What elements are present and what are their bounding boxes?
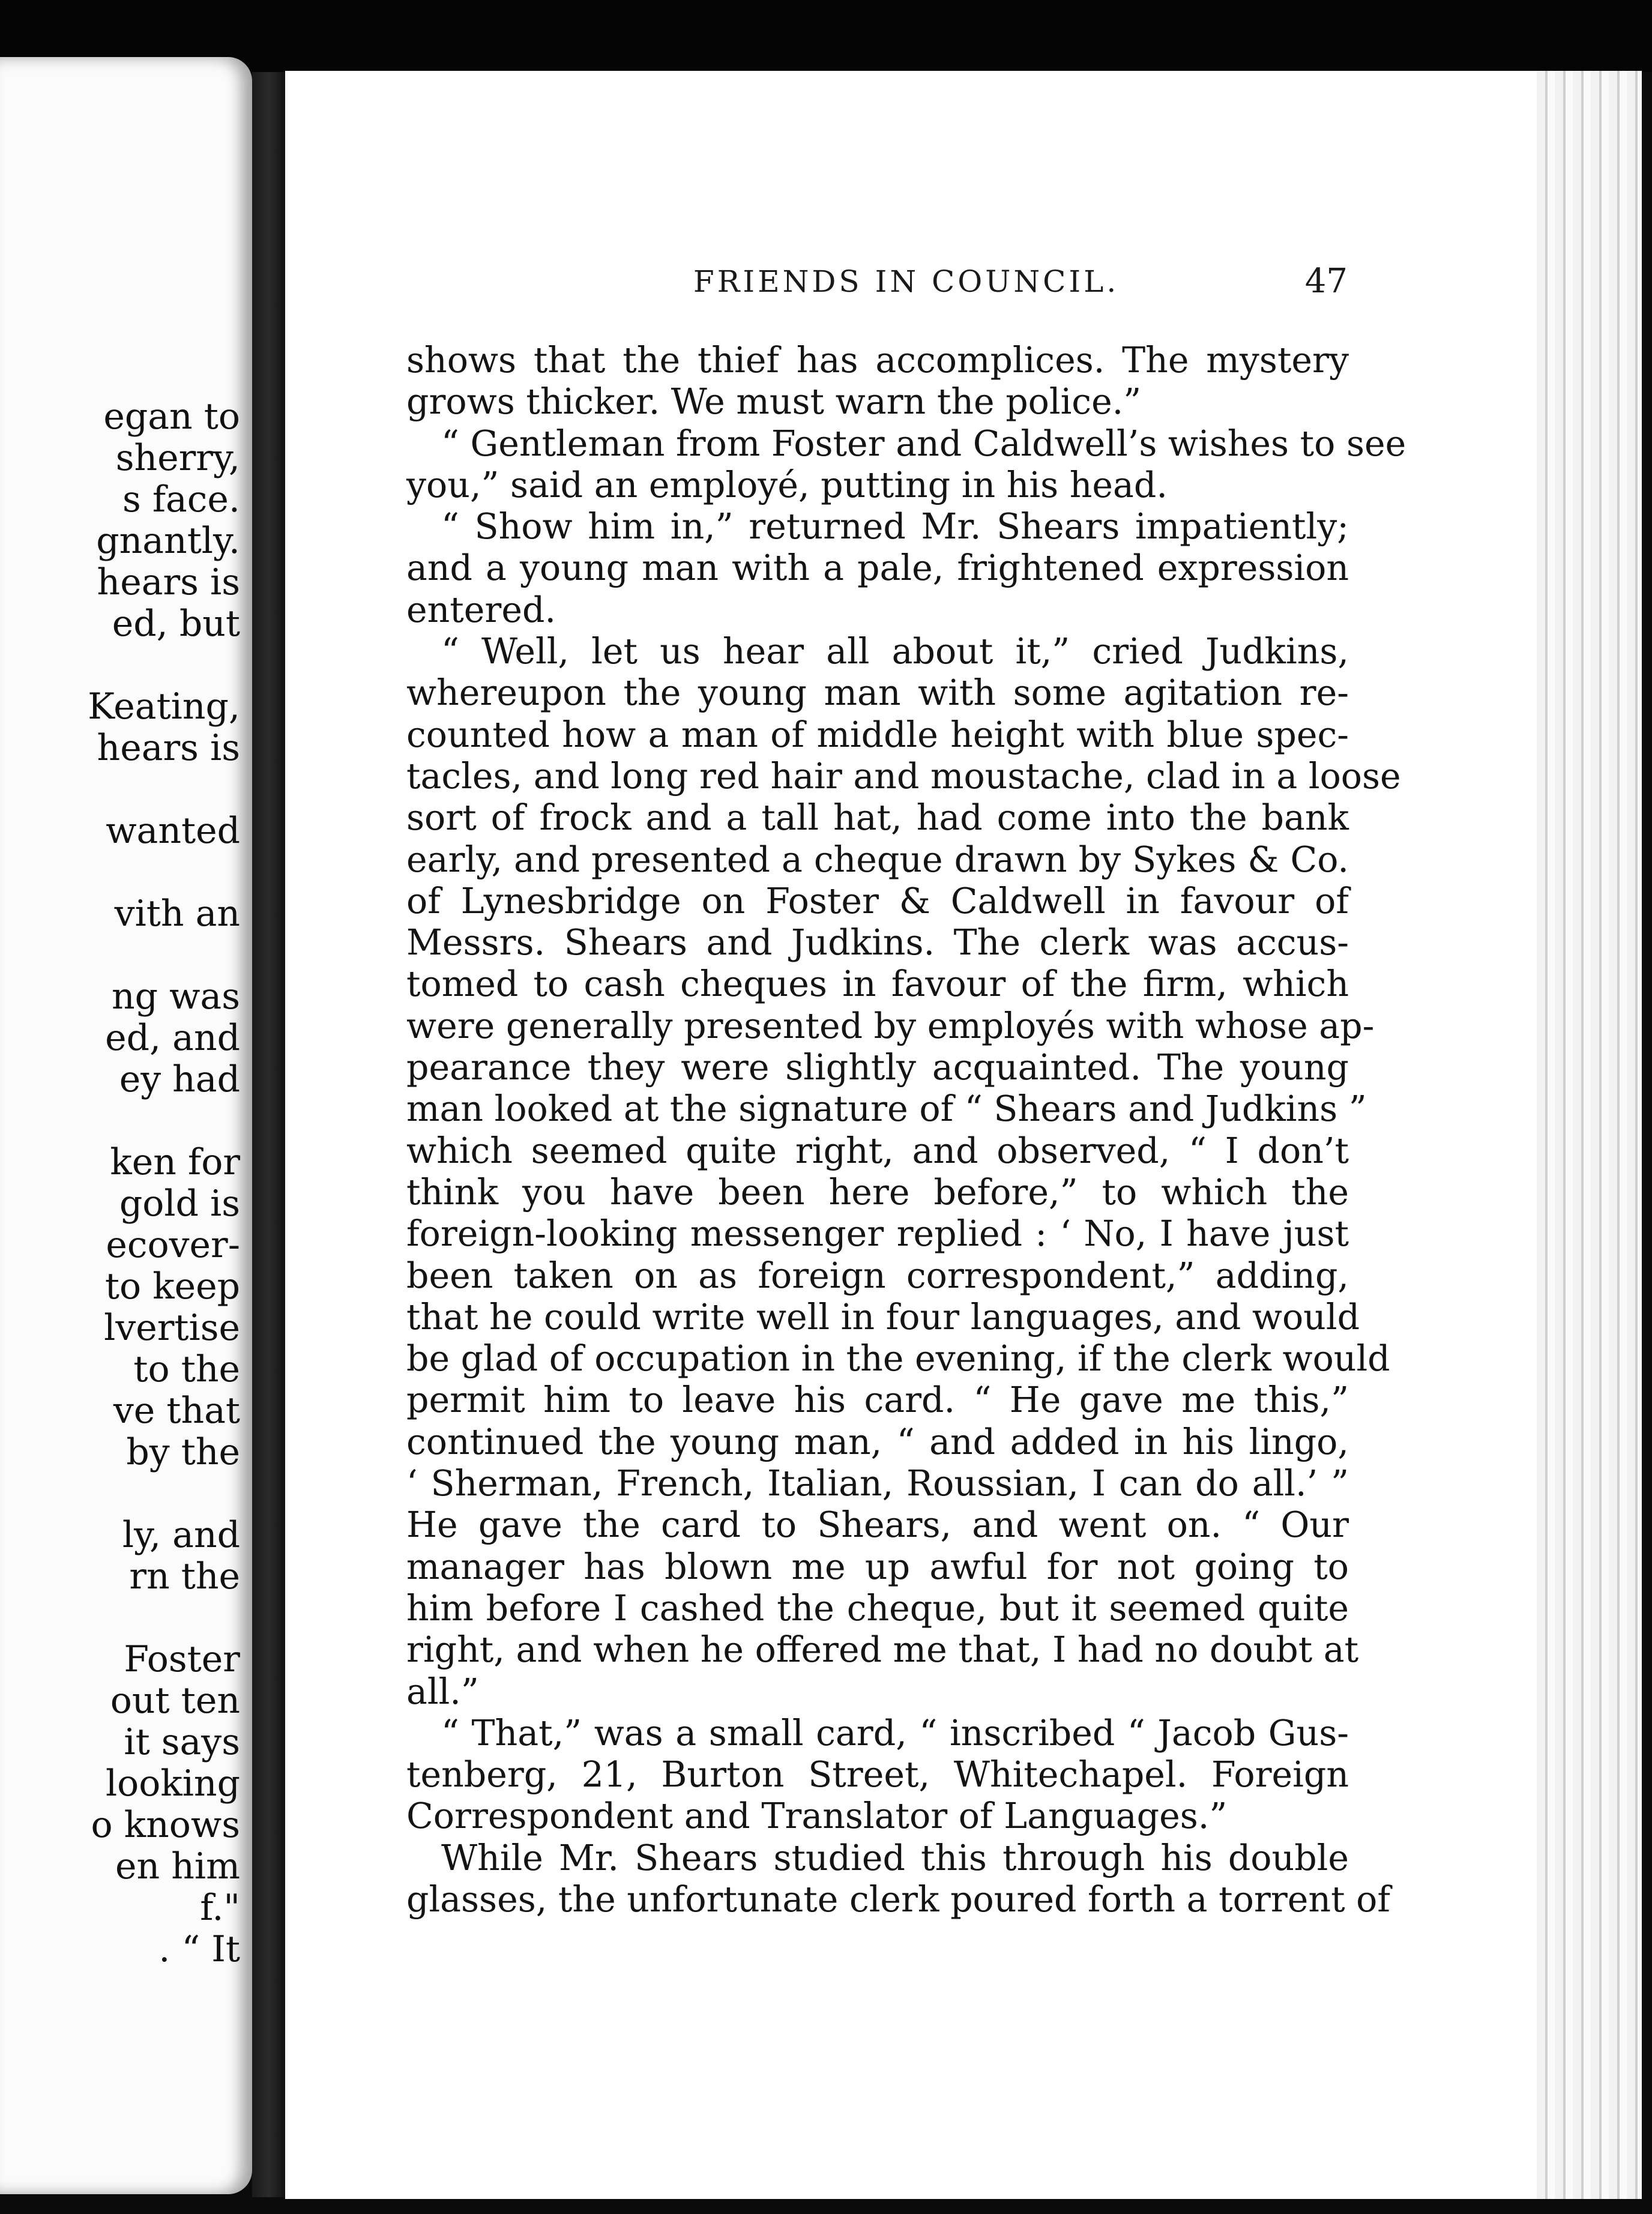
text-line: tenberg, 21, Burton Street, Whitechapel. Foreign bbox=[406, 1754, 1349, 1796]
text-line: pearance they were slightly acquainted. The young bbox=[406, 1047, 1349, 1088]
book-gutter bbox=[252, 72, 285, 2197]
previous-page-line: ly, and bbox=[122, 1514, 240, 1556]
text-line: be glad of occupation in the evening, if the clerk would bbox=[406, 1338, 1390, 1380]
text-line: all.” bbox=[406, 1671, 479, 1712]
text-line: permit him to leave his card. “ He gave me this,” bbox=[406, 1380, 1349, 1421]
previous-page-line: out ten bbox=[110, 1680, 240, 1722]
text-line: manager has blown me up awful for not going to bbox=[406, 1546, 1349, 1587]
previous-page-line: . “ It bbox=[158, 1928, 240, 1970]
text-line: you,” said an employé, putting in his head. bbox=[406, 464, 1168, 505]
previous-page-line: lvertise bbox=[104, 1307, 240, 1349]
previous-page-line: vith an bbox=[114, 893, 240, 935]
text-line: were generally presented by employés with whose ap- bbox=[406, 1005, 1375, 1046]
previous-page-line: en him bbox=[115, 1845, 240, 1887]
text-line: sort of frock and a tall hat, had come into the bank bbox=[406, 797, 1349, 839]
text-line: that he could write well in four languages, and would bbox=[406, 1296, 1360, 1338]
text-line: entered. bbox=[406, 589, 556, 630]
previous-page-line: hears is bbox=[97, 727, 240, 769]
text-line: While Mr. Shears studied this through his double bbox=[441, 1837, 1349, 1878]
previous-page-line: hears is bbox=[97, 561, 240, 603]
text-line: counted how a man of middle height with blue spec- bbox=[406, 714, 1349, 755]
text-line: foreign-looking messenger replied : ‘ No, I have just bbox=[406, 1213, 1349, 1255]
previous-page-line: wanted bbox=[106, 810, 240, 852]
text-line: Messrs. Shears and Judkins. The clerk was accus- bbox=[406, 922, 1349, 964]
running-head: FRIENDS IN COUNCIL. bbox=[693, 264, 1120, 299]
previous-page-line: ed, but bbox=[112, 603, 240, 645]
text-line: early, and presented a cheque drawn by Sykes & Co. bbox=[406, 839, 1349, 880]
previous-page-line: ng was bbox=[111, 976, 240, 1018]
previous-page-line: looking bbox=[105, 1763, 240, 1805]
scan-background bbox=[0, 0, 1652, 72]
text-line: “ Well, let us hear all about it,” cried Judkins, bbox=[441, 631, 1349, 672]
text-line: glasses, the unfortunate clerk poured forth a torrent of bbox=[406, 1878, 1391, 1920]
text-line: “ Show him in,” returned Mr. Shears impatiently; bbox=[441, 506, 1349, 547]
text-line: shows that the thief has accomplices. The mystery bbox=[406, 340, 1349, 381]
previous-page-line: ey had bbox=[119, 1058, 240, 1100]
previous-page-line: ken for bbox=[110, 1141, 240, 1183]
text-line: think you have been here before,” to which the bbox=[406, 1171, 1349, 1213]
previous-page-line: by the bbox=[126, 1431, 240, 1473]
text-line: been taken on as foreign correspondent,” adding, bbox=[406, 1255, 1349, 1296]
previous-page-line: o knows bbox=[91, 1804, 240, 1846]
text-line: right, and when he offered me that, I had no doubt at bbox=[406, 1629, 1359, 1671]
previous-page-line: it says bbox=[124, 1721, 240, 1763]
previous-page-line: egan to bbox=[103, 396, 240, 438]
body-text bbox=[406, 340, 1406, 1920]
text-line: ‘ Sherman, French, Italian, Roussian, I can do all.’ ” bbox=[406, 1463, 1349, 1504]
previous-page-line: s face. bbox=[122, 478, 240, 520]
text-line: tomed to cash cheques in favour of the firm, which bbox=[406, 964, 1349, 1005]
text-line: of Lynesbridge on Foster & Caldwell in favour of bbox=[406, 880, 1349, 921]
page-edges bbox=[1537, 71, 1642, 2199]
previous-page-line: to keep bbox=[104, 1265, 240, 1308]
text-line: continued the young man, “ and added in his lingo, bbox=[406, 1421, 1349, 1462]
previous-page-line: rn the bbox=[129, 1555, 240, 1597]
text-line: which seemed quite right, and observed, “ I don’t bbox=[406, 1130, 1349, 1171]
previous-page-line: Keating, bbox=[88, 686, 240, 728]
text-line: “ That,” was a small card, “ inscribed “ Jacob Gus- bbox=[441, 1712, 1349, 1754]
previous-page-line: f." bbox=[200, 1887, 240, 1929]
previous-page-line: ed, and bbox=[105, 1017, 240, 1059]
previous-page-line: ve that bbox=[113, 1390, 240, 1432]
previous-page-line: Foster bbox=[124, 1638, 240, 1680]
text-line: and a young man with a pale, frightened expression bbox=[406, 547, 1349, 589]
previous-page-line: to the bbox=[133, 1348, 240, 1390]
text-line: Correspondent and Translator of Languages.” bbox=[406, 1796, 1228, 1837]
page-header bbox=[285, 264, 1348, 312]
previous-page-line: sherry, bbox=[115, 437, 240, 479]
text-line: whereupon the young man with some agitation re- bbox=[406, 672, 1349, 714]
previous-page-line: gnantly. bbox=[96, 520, 240, 562]
text-line: “ Gentleman from Foster and Caldwell’s wishes to see bbox=[441, 423, 1406, 464]
page-number: 47 bbox=[1304, 262, 1348, 301]
text-line: man looked at the signature of “ Shears and Judkins ” bbox=[406, 1088, 1367, 1130]
text-line: him before I cashed the cheque, but it seemed quite bbox=[406, 1587, 1349, 1629]
text-line: grows thicker. We must warn the police.” bbox=[406, 381, 1142, 423]
previous-page-line: ecover- bbox=[106, 1224, 240, 1266]
previous-page-line: gold is bbox=[119, 1183, 240, 1225]
text-line: tacles, and long red hair and moustache, clad in a loose bbox=[406, 755, 1401, 797]
previous-page bbox=[0, 57, 252, 2194]
text-line: He gave the card to Shears, and went on. “ Our bbox=[406, 1504, 1349, 1546]
